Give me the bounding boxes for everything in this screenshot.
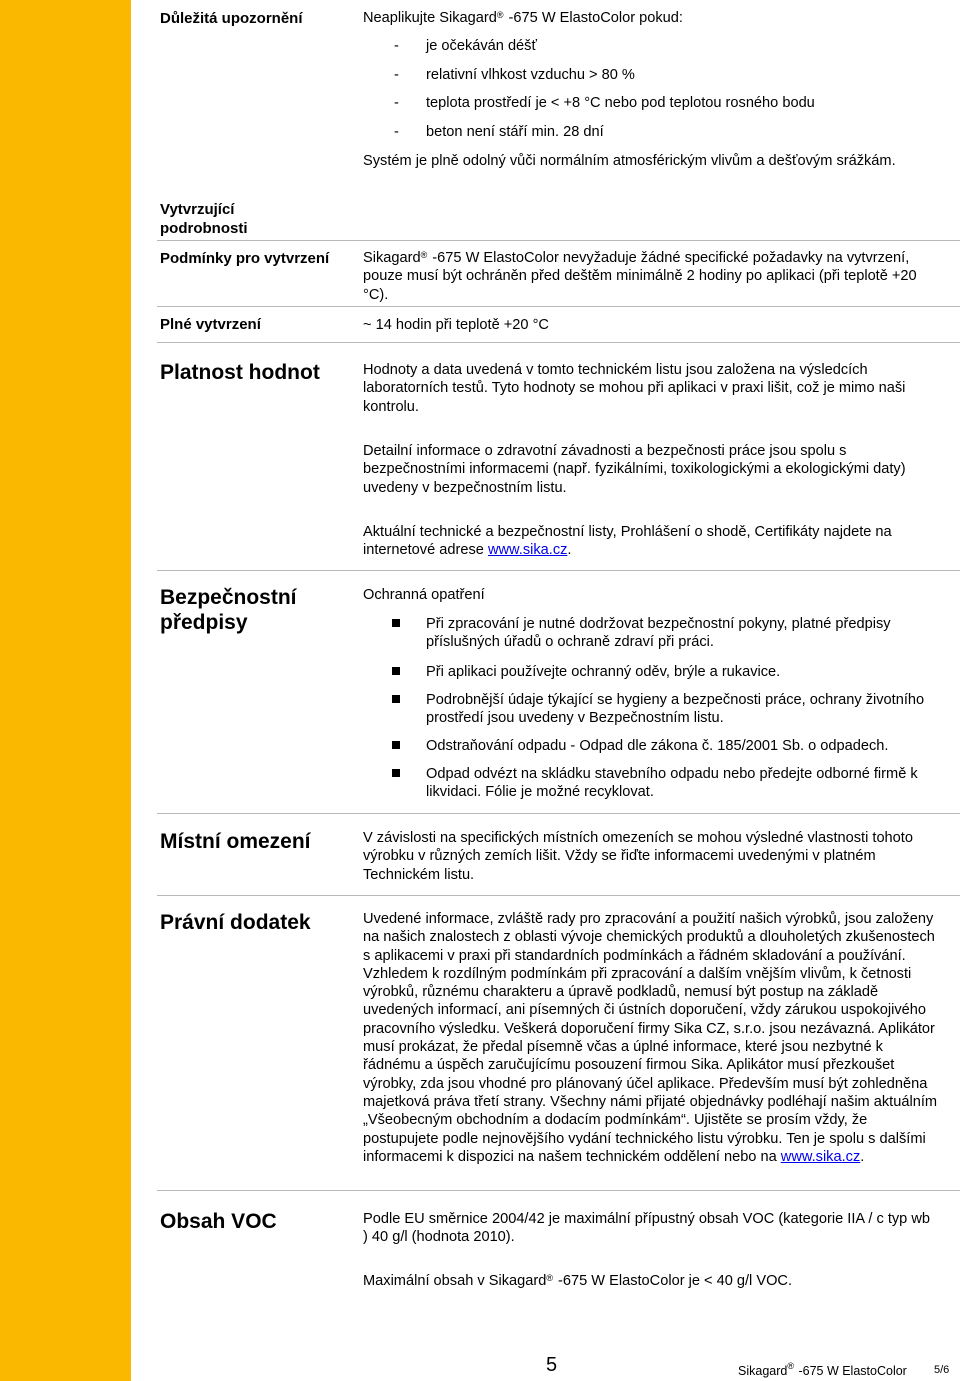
warnings-intro: Neaplikujte Sikagard® -675 W ElastoColor pokud: — [363, 10, 683, 26]
bullet-icon — [392, 741, 400, 749]
local-restrictions-text: V závislosti na specifických místních omezeních se mohou výsledné vlastnosti tohoto výrobku v různých zemích lišit. Vždy se řiďte informacemi uvedenými v platném Technickém listu. — [363, 830, 913, 883]
validity-paragraph-3: Aktuální technické a bezpečnostní listy, Prohlášení o shodě, Certifikáty najdete na internetové adrese www.sika.cz. — [363, 524, 892, 559]
safety-bullet-text: Odstraňování odpadu - Odpad dle zákona č. 185/2001 Sb. o odpadech. — [426, 738, 889, 754]
legal-label: Právní dodatek — [160, 911, 311, 934]
curing-conditions-text: Sikagard® -675 W ElastoColor nevyžaduje žádné specifické požadavky na vytvrzení, pouze musí být ochráněn před deštěm minimálně 2 hodiny po aplikaci (při teplotě +20 °C). — [363, 250, 917, 303]
warning-item: beton není stáří min. 28 dní — [426, 124, 604, 140]
section-divider — [157, 1190, 960, 1191]
curing-conditions-label: Podmínky pro vytvrzení — [160, 250, 330, 267]
warnings-label: Důležitá upozornění — [160, 10, 303, 27]
warning-item: teplota prostředí je < +8 °C nebo pod teplotou rosného bodu — [426, 95, 815, 111]
section-divider — [157, 306, 960, 307]
warning-item: je očekáván déšť — [426, 38, 537, 54]
curing-heading: Vytvrzující podrobnosti — [160, 201, 248, 237]
legal-text: Uvedené informace, zvláště rady pro zpracování a použití našich výrobků, jsou založeny na našich znalostech z oblasti vývoje chemických produktů a dlouholetých zkušenostech s aplikacemi v praxi při standardních podmínkách a řádném skladování a používání. Vzhledem k rozdílným podmínkám při zpracování a dalším vnějším vlivům, k četnosti výrobků, různému charakteru a úpravě podkladů, nemusí být postup na základě uvedených informací, ani písemných či ústních doporučení, vždy zárukou uspokojivého pracovního výsledku. Veškerá doporučení firmy Sika CZ, s.r.o. jsou nezávazná. Aplikátor musí prokázat, že předal písemně včas a úplné informace, které jsou nezbytné k řádnému a úspěch zaručujícímu posouzení firmou Sika. Aplikátor musí přezkoušet výrobky, zda jsou vhodné pro plánovaný účel aplikace. Především musí být zohledněna majetková práva třetí strany. Všechny námi přijaté objednávky podléhají našim aktuálním „Všeobecným obchodním a dodacím podmínkám“. Ujistěte se prosím vždy, že postupujete podle nejnovějšího vydání technického listu výrobku. Ten je spolu s dalšími informacemi k dispozici na našem technickém oddělení nebo na www.sika.cz. — [363, 911, 938, 1165]
page-count: 5/6 — [934, 1364, 950, 1376]
dash-marker: - — [394, 124, 399, 140]
warning-item: relativní vlhkost vzduchu > 80 % — [426, 67, 635, 83]
section-divider — [157, 813, 960, 814]
section-divider — [157, 240, 960, 241]
dash-marker: - — [394, 95, 399, 111]
voc-label: Obsah VOC — [160, 1210, 277, 1233]
voc-paragraph-2: Maximální obsah v Sikagard® -675 W ElastoColor je < 40 g/l VOC. — [363, 1273, 793, 1289]
section-divider — [157, 570, 960, 571]
sika-website-link[interactable]: www.sika.cz — [487, 542, 568, 559]
yellow-sidebar — [0, 0, 131, 1381]
voc-paragraph-1: Podle EU směrnice 2004/42 je maximální přípustný obsah VOC (kategorie IIA / c typ wb ) 40 g/l (hodnota 2010). — [363, 1211, 930, 1246]
bullet-icon — [392, 667, 400, 675]
validity-paragraph-2: Detailní informace o zdravotní závadnosti a bezpečnosti práce jsou spolu s bezpečnostními informacemi (např. fyzikálními, toxikologickými a ekologickými daty) uvedeny v bezpečnostním listu. — [363, 443, 906, 496]
sika-website-link[interactable]: www.sika.cz — [780, 1148, 861, 1165]
dash-marker: - — [394, 38, 399, 54]
bullet-icon — [392, 695, 400, 703]
local-restrictions-label: Místní omezení — [160, 830, 311, 853]
dash-marker: - — [394, 67, 399, 83]
bullet-icon — [392, 769, 400, 777]
safety-label: Bezpečnostní předpisy — [160, 586, 297, 634]
bullet-icon — [392, 619, 400, 627]
section-divider — [157, 895, 960, 896]
full-curing-label: Plné vytvrzení — [160, 316, 261, 333]
safety-bullet-text: Odpad odvézt na skládku stavebního odpadu nebo předejte odborné firmě k likvidaci. Fólie je možné recyklovat. — [426, 766, 918, 801]
section-divider — [157, 342, 960, 343]
safety-bullet-text: Při aplikaci používejte ochranný oděv, brýle a rukavice. — [426, 664, 781, 680]
warnings-note: Systém je plně odolný vůči normálním atmosférickým vlivům a dešťovým srážkám. — [363, 153, 896, 169]
safety-bullet-text: Podrobnější údaje týkající se hygieny a bezpečnosti práce, ochrany životního prostředí jsou uvedeny v Bezpečnostním listu. — [426, 692, 925, 727]
page-number: 5 — [546, 1354, 558, 1376]
validity-paragraph-1: Hodnoty a data uvedená v tomto technickém listu jsou založena na výsledcích laboratorních testů. Tyto hodnoty se mohou při aplikaci v praxi lišit, což je mimo naši kontrolu. — [363, 362, 906, 415]
full-curing-text: ~ 14 hodin při teplotě +20 °C — [363, 317, 549, 333]
validity-label: Platnost hodnot — [160, 361, 320, 384]
safety-bullet-text: Při zpracování je nutné dodržovat bezpečnostní pokyny, platné předpisy příslušných úřadů o ochraně zdraví při práci. — [426, 616, 891, 651]
safety-subheading: Ochranná opatření — [363, 587, 485, 603]
footer-product-name: Sikagard® -675 W ElastoColor — [738, 1361, 907, 1378]
